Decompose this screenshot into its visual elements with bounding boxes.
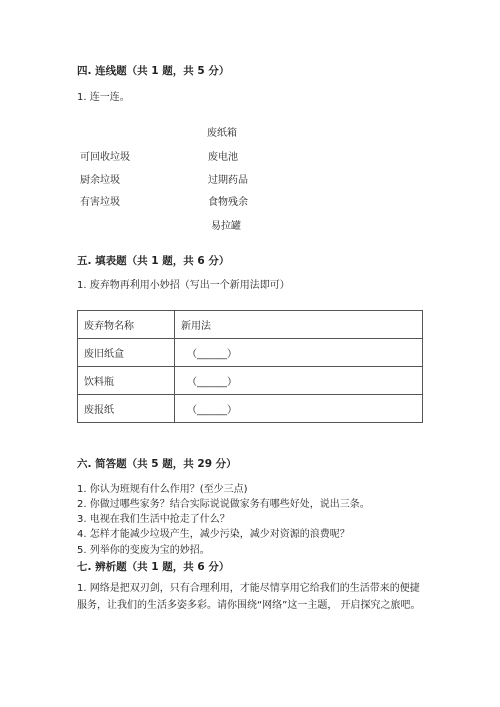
- answer-blank[interactable]: （______）: [187, 349, 237, 360]
- section-4-heading: 四. 连线题（共 1 题，共 5 分）: [77, 65, 230, 77]
- table-header-use: 新用法: [175, 311, 423, 339]
- short-answer-question: 5. 列举你的变废为宝的妙招。: [77, 545, 210, 556]
- table-cell-blank[interactable]: [175, 339, 423, 367]
- right-item-battery: 废电池: [208, 152, 238, 163]
- left-item-recyclable: 可回收垃圾: [80, 152, 130, 163]
- section-5-question: 1. 废弃物再利用小妙招（写出一个新用法即可）: [77, 280, 290, 291]
- left-item-kitchen: 厨余垃圾: [80, 175, 120, 186]
- right-item-cardboard: 废纸箱: [207, 128, 237, 139]
- table-cell-name: 饮料瓶: [78, 367, 175, 395]
- section-7-question: 1. 网络是把双刃剑，只有合理利用，才能尽情享用它给我们的生活带来的便捷服务，让我们的生活多姿多彩。请你围绕“网络”这一主题， 开启探究之旅吧。: [77, 583, 421, 611]
- table-cell-blank[interactable]: [175, 395, 423, 423]
- table-row: [78, 395, 423, 423]
- right-item-can: 易拉罐: [211, 221, 241, 232]
- section-7-heading: 七. 辨析题（共 1 题，共 6 分）: [77, 561, 230, 573]
- reuse-table: [77, 310, 423, 423]
- table-cell-name: 废报纸: [78, 395, 175, 423]
- table-cell-name: 废旧纸盒: [78, 339, 175, 367]
- answer-blank[interactable]: （______）: [187, 377, 237, 388]
- table-header-name: 废弃物名称: [78, 311, 175, 339]
- short-answer-question: 3. 电视在我们生活中抢走了什么？: [77, 514, 230, 525]
- short-answer-question: 4. 怎样才能减少垃圾产生，减少污染，减少对资源的浪费呢？: [77, 529, 350, 540]
- section-5-heading: 五. 填表题（共 1 题，共 6 分）: [77, 255, 230, 267]
- answer-blank[interactable]: （______）: [187, 405, 237, 416]
- short-answer-question: 1. 你认为班规有什么作用？(至少三点): [77, 484, 248, 495]
- section-4-question: 1. 连一连。: [77, 92, 130, 103]
- left-item-hazardous: 有害垃圾: [80, 197, 120, 208]
- table-row: [78, 367, 423, 395]
- table-header-row: [78, 311, 423, 339]
- right-item-food-waste: 食物残余: [208, 197, 248, 208]
- table-cell-blank[interactable]: [175, 367, 423, 395]
- table-row: [78, 339, 423, 367]
- section-6-heading: 六. 简答题（共 5 题，共 29 分）: [77, 458, 237, 470]
- short-answer-question: 2. 你做过哪些家务？结合实际说说做家务有哪些好处，说出三条。: [77, 499, 370, 510]
- right-item-medicine: 过期药品: [208, 175, 248, 186]
